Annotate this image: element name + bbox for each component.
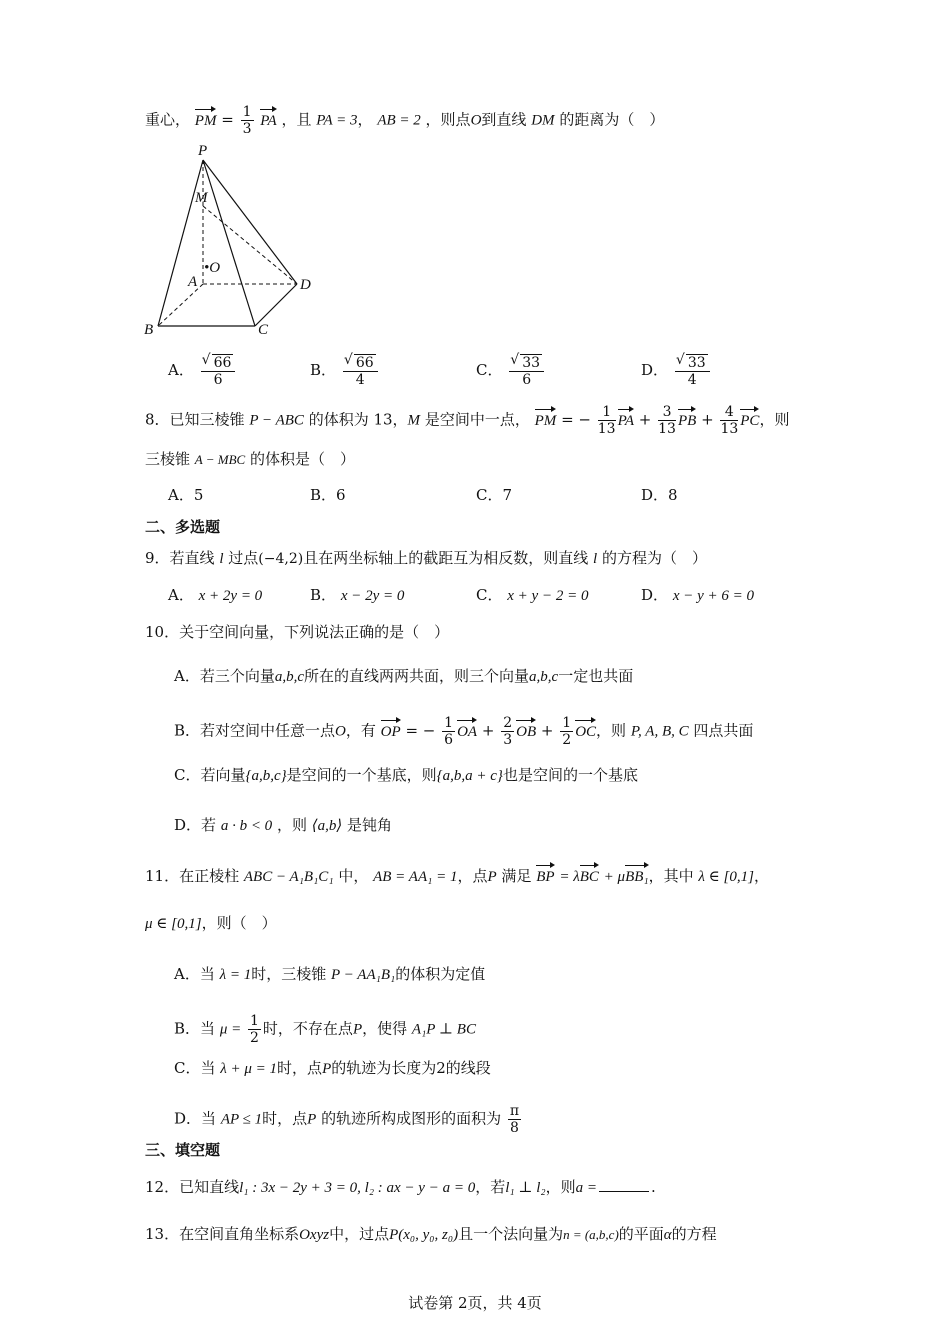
vec-pm: PM	[535, 409, 557, 431]
q8-text: 的体积是（ ）	[250, 450, 356, 468]
q12-text: 12．已知直线	[145, 1178, 240, 1196]
option-text: 的线段	[445, 1059, 491, 1077]
q11-mu-range: μ ∈ [0,1]	[145, 916, 202, 932]
q11-option-c[interactable]	[174, 1058, 491, 1079]
q13-text: 13．在空间直角坐标系	[145, 1225, 300, 1243]
option-frac: √ $\frac{33}{6}$	[509, 354, 544, 388]
q9-line-l: l	[593, 551, 598, 567]
vec-pm: PM	[195, 109, 217, 131]
option-text: 四点共面	[693, 721, 754, 740]
option-text: 一定也共面	[558, 667, 634, 685]
q11-text: ，	[753, 867, 769, 885]
q9-option-a[interactable]	[168, 585, 262, 606]
option-text: B．若对空间中任意一点	[174, 721, 336, 740]
point-p: P	[352, 1021, 363, 1038]
q8-text: ，则	[759, 410, 790, 429]
frac: $\frac{1}{2}$	[562, 715, 572, 748]
page-footer: 试卷第 2页，共 4页	[408, 1294, 542, 1312]
option-letter: D．	[641, 361, 669, 379]
vec-bb1: BB₁	[625, 865, 649, 887]
option-text: B．当	[174, 1019, 216, 1038]
option-text: 是钝角	[347, 816, 393, 834]
option-letter: B．	[310, 361, 337, 379]
q12-stem: 12．已知直线l₁ : 3x − 2y + 3 = 0, l₂ : ax − y − a = 0，若l₁ ⊥ l₂，则a = .	[145, 1178, 656, 1196]
option-text: C．当	[174, 1059, 216, 1077]
q8-option-d[interactable]: D．8	[641, 486, 678, 504]
q11-option-b[interactable]	[174, 1013, 476, 1046]
angle: ⟨a,b⟩	[311, 818, 343, 834]
points: P, A, B, C	[630, 723, 689, 740]
q11-point-p: P	[487, 869, 497, 885]
q9-text: 的方程为（ ）	[601, 549, 707, 567]
q8-stem: 8．已知三棱锥 P − ABC 的体积为 13，M 是空间中一点， PM = − $\frac{1}{13}$ PA + $\frac{3}{13}$ PB + $\frac{4}{13}$ PC，则	[145, 404, 790, 437]
q7-ab-eq: AB = 2	[377, 112, 421, 129]
option-eq: x + 2y = 0	[198, 588, 263, 604]
q13-text: 且一个法向量为	[458, 1225, 564, 1243]
option-text: ，则	[596, 721, 627, 740]
label-a: A	[188, 274, 198, 290]
option-letter: A．	[168, 586, 194, 604]
label-o: •O	[204, 260, 221, 276]
vec-op: OP	[381, 720, 401, 742]
q13-text: 的方程	[671, 1225, 717, 1243]
q11-text: 满足	[501, 867, 532, 885]
option-frac: √ $\frac{66}{6}$	[201, 354, 236, 388]
edge-pb	[158, 160, 203, 326]
q7-option-c[interactable]	[476, 354, 546, 388]
option-text: ，使得	[362, 1019, 408, 1038]
option-text: 所在的直线两两共面，则三个向量	[304, 667, 530, 685]
section-heading-fill: 三、填空题	[145, 1141, 221, 1159]
vec-pb: PB	[678, 409, 696, 431]
q9-option-c[interactable]	[476, 585, 588, 606]
point-o: O	[335, 723, 346, 740]
q13-oxyz: Oxyz	[299, 1227, 330, 1243]
q8-text: 是空间中一点，	[424, 410, 530, 429]
q8-pyramid-ambc: A − MBC	[194, 452, 246, 467]
q9-point: (−4,2)	[258, 551, 304, 567]
q8-text: 的体积为 13，	[308, 410, 408, 429]
q7-option-b[interactable]	[310, 354, 380, 388]
condition: AP ≤ 1	[220, 1111, 263, 1128]
q10-option-c[interactable]	[174, 765, 638, 786]
option-text: 时，三棱锥	[251, 965, 327, 983]
vec-abc: a,b,c	[529, 669, 559, 685]
frac: $\frac{1}{2}$	[250, 1013, 259, 1046]
q8-frac-3: $\frac{4}{13}$	[720, 404, 739, 437]
frac: $\frac{2}{3}$	[503, 715, 513, 748]
basis-set: {a,b,c}	[245, 768, 287, 784]
option-text: ，则	[276, 816, 307, 834]
q7-option-a[interactable]	[168, 354, 237, 388]
q13-text: 的平面	[618, 1225, 664, 1243]
q11-text: ，则（ ）	[201, 914, 277, 932]
vec-abc: a,b,c	[274, 669, 305, 685]
q11-text: ，点	[457, 867, 488, 885]
vec-bc: BC	[580, 865, 599, 887]
option-text: A．若三个向量	[174, 667, 275, 685]
q13-stem	[145, 1224, 717, 1245]
q9-text: 9．若直线	[145, 549, 215, 567]
q12-text: ，则	[545, 1178, 576, 1196]
option-text: 的轨迹所构成图形的面积为	[321, 1109, 502, 1128]
label-p: P	[198, 143, 208, 159]
label-m: M	[195, 190, 208, 206]
option-text: 时，点	[277, 1059, 323, 1077]
condition: λ = 1	[219, 967, 252, 983]
section-heading-multi: 二、多选题	[145, 518, 221, 536]
q7-line-dm: DM	[531, 112, 555, 129]
q7-stem: 重心， PM = $\frac{1}{3}$ PA ，且 PA = 3， AB = 2 ，则点O到直线 DM 的距离为（ ）	[145, 104, 665, 137]
option-text: 是空间的一个基底，则	[286, 766, 437, 784]
frac: $\frac{1}{6}$	[444, 715, 454, 748]
option-letter: A．	[168, 361, 194, 379]
option-frac: √ $\frac{66}{4}$	[343, 354, 378, 388]
q9-line-l: l	[219, 551, 224, 567]
q9-stem	[145, 548, 707, 569]
q11-option-d[interactable]	[174, 1103, 523, 1136]
q7-option-d[interactable]	[641, 354, 712, 388]
option-text: C．若向量	[174, 766, 246, 784]
q11-option-a[interactable]	[174, 964, 485, 985]
option-text: 的体积为定值	[395, 965, 486, 983]
q8-option-c[interactable]: C．7	[476, 486, 513, 504]
q8-frac-1: $\frac{1}{13}$	[597, 404, 616, 437]
label-d: D	[300, 277, 311, 293]
pyramid-figure	[140, 138, 320, 343]
q11-text: 11．在正棱柱	[145, 867, 240, 885]
vec-bp: BP	[536, 865, 554, 887]
condition: μ =	[219, 1021, 242, 1038]
q11-stem-2	[145, 913, 277, 934]
q11-lambda-range: λ ∈ [0,1]	[698, 869, 754, 885]
option-eq: x − 2y = 0	[340, 588, 405, 604]
q11-eq: AB = AA₁ = 1	[373, 869, 458, 885]
q8-option-b[interactable]: B．6	[310, 486, 346, 504]
vec-pa: PA	[260, 109, 276, 131]
frac: $\frac{\pi}{8}$	[509, 1103, 520, 1136]
q7-text: 到直线	[481, 110, 527, 129]
q13-point: P(x₀, y₀, z₀)	[389, 1227, 459, 1243]
label-b: B	[144, 322, 154, 338]
q8-stem-2	[145, 449, 355, 470]
q8-point-m: M	[407, 412, 421, 429]
q7-text: ，且	[281, 110, 312, 129]
q13-text: 中，过点	[329, 1225, 390, 1243]
option-text: 的轨迹为长度为	[331, 1059, 437, 1077]
edge-cd	[255, 284, 297, 326]
point-p: P	[307, 1111, 317, 1128]
option-letter: D．	[641, 586, 669, 604]
q11-stem: 11．在正棱柱 ABC − A₁B₁C₁ 中， AB = AA₁ = 1，点P 满足 BP = λBC + μBB₁，其中 λ ∈ [0,1]，	[145, 867, 769, 885]
q10-option-b[interactable]: B．若对空间中任意一点O，有 OP = − $\frac{1}{6}$ OA + $\frac{2}{3}$ OB + $\frac{1}{2}$ OC，则 P, A, B, C 四点共面	[174, 715, 754, 748]
q7-text: ，则点	[425, 110, 471, 129]
q8-text: 8．已知三棱锥	[145, 410, 245, 429]
q13-alpha: α	[663, 1227, 672, 1243]
option-letter: C．	[476, 586, 503, 604]
q11-text: ，其中	[648, 867, 694, 885]
q7-text: 重心，	[145, 110, 191, 129]
edge-ab	[158, 284, 203, 326]
vec-pc: PC	[740, 409, 759, 431]
q7-point-o: O	[470, 112, 482, 129]
option-text: 时，点	[262, 1109, 308, 1128]
vec-pa: PA	[618, 409, 634, 431]
dot-product: a · b < 0	[220, 818, 273, 834]
vec-oa: OA	[457, 720, 477, 742]
q7-frac: $\frac{1}{3}$	[242, 104, 252, 137]
option-text: D．当	[174, 1109, 217, 1128]
q8-text: 三棱锥	[145, 450, 191, 468]
q10-option-d[interactable]	[174, 815, 392, 836]
point-p: P	[322, 1061, 332, 1077]
q12-a: a =	[575, 1180, 597, 1196]
q7-text: 的距离为（ ）	[559, 110, 665, 129]
solid: P − AA₁B₁	[331, 967, 396, 983]
option-eq: x + y − 2 = 0	[507, 588, 589, 604]
q13-normal: n = (a,b,c)	[563, 1227, 619, 1242]
q12-text: ，若	[475, 1178, 506, 1196]
vec-ob: OB	[516, 720, 536, 742]
q9-text: 且在两坐标轴上的截距互为相反数，则直线	[303, 549, 589, 567]
condition: λ + μ = 1	[220, 1061, 278, 1077]
answer-blank[interactable]	[599, 1191, 649, 1192]
q9-option-d[interactable]	[641, 585, 754, 606]
option-letter: B．	[310, 586, 337, 604]
q10-stem: 10．关于空间向量，下列说法正确的是（ ）	[145, 623, 450, 641]
q11-text: 中，	[338, 867, 369, 885]
option-text: 时，不存在点	[262, 1019, 353, 1038]
option-text: D．若	[174, 816, 217, 834]
q8-option-a[interactable]: A．5	[168, 486, 204, 504]
option-text: 也是空间的一个基底	[502, 766, 638, 784]
option-letter: C．	[476, 361, 503, 379]
vec-oc: OC	[575, 720, 596, 742]
option-text: A．当	[174, 965, 215, 983]
q10-option-a[interactable]	[174, 666, 633, 687]
q8-frac-2: $\frac{3}{13}$	[658, 404, 676, 437]
q7-pa-eq: PA = 3	[316, 112, 358, 129]
q8-pyramid: P − ABC	[249, 412, 304, 429]
q11-prism: ABC − A₁B₁C₁	[243, 869, 334, 885]
q9-option-b[interactable]	[310, 585, 404, 606]
q12-perp: l₁ ⊥ l₂	[505, 1180, 546, 1196]
option-text: ，有	[345, 721, 376, 740]
length: 2	[436, 1059, 446, 1077]
label-c: C	[258, 322, 269, 338]
option-frac: √ $\frac{33}{4}$	[675, 354, 710, 388]
q12-equations: l₁ : 3x − 2y + 3 = 0, l₂ : ax − y − a = 0	[239, 1180, 476, 1196]
perp-condition: A₁P ⊥ BC	[411, 1021, 476, 1038]
q9-text: 过点	[228, 549, 259, 567]
basis-set: {a,b,a + c}	[436, 768, 503, 784]
option-eq: x − y + 6 = 0	[672, 588, 754, 604]
